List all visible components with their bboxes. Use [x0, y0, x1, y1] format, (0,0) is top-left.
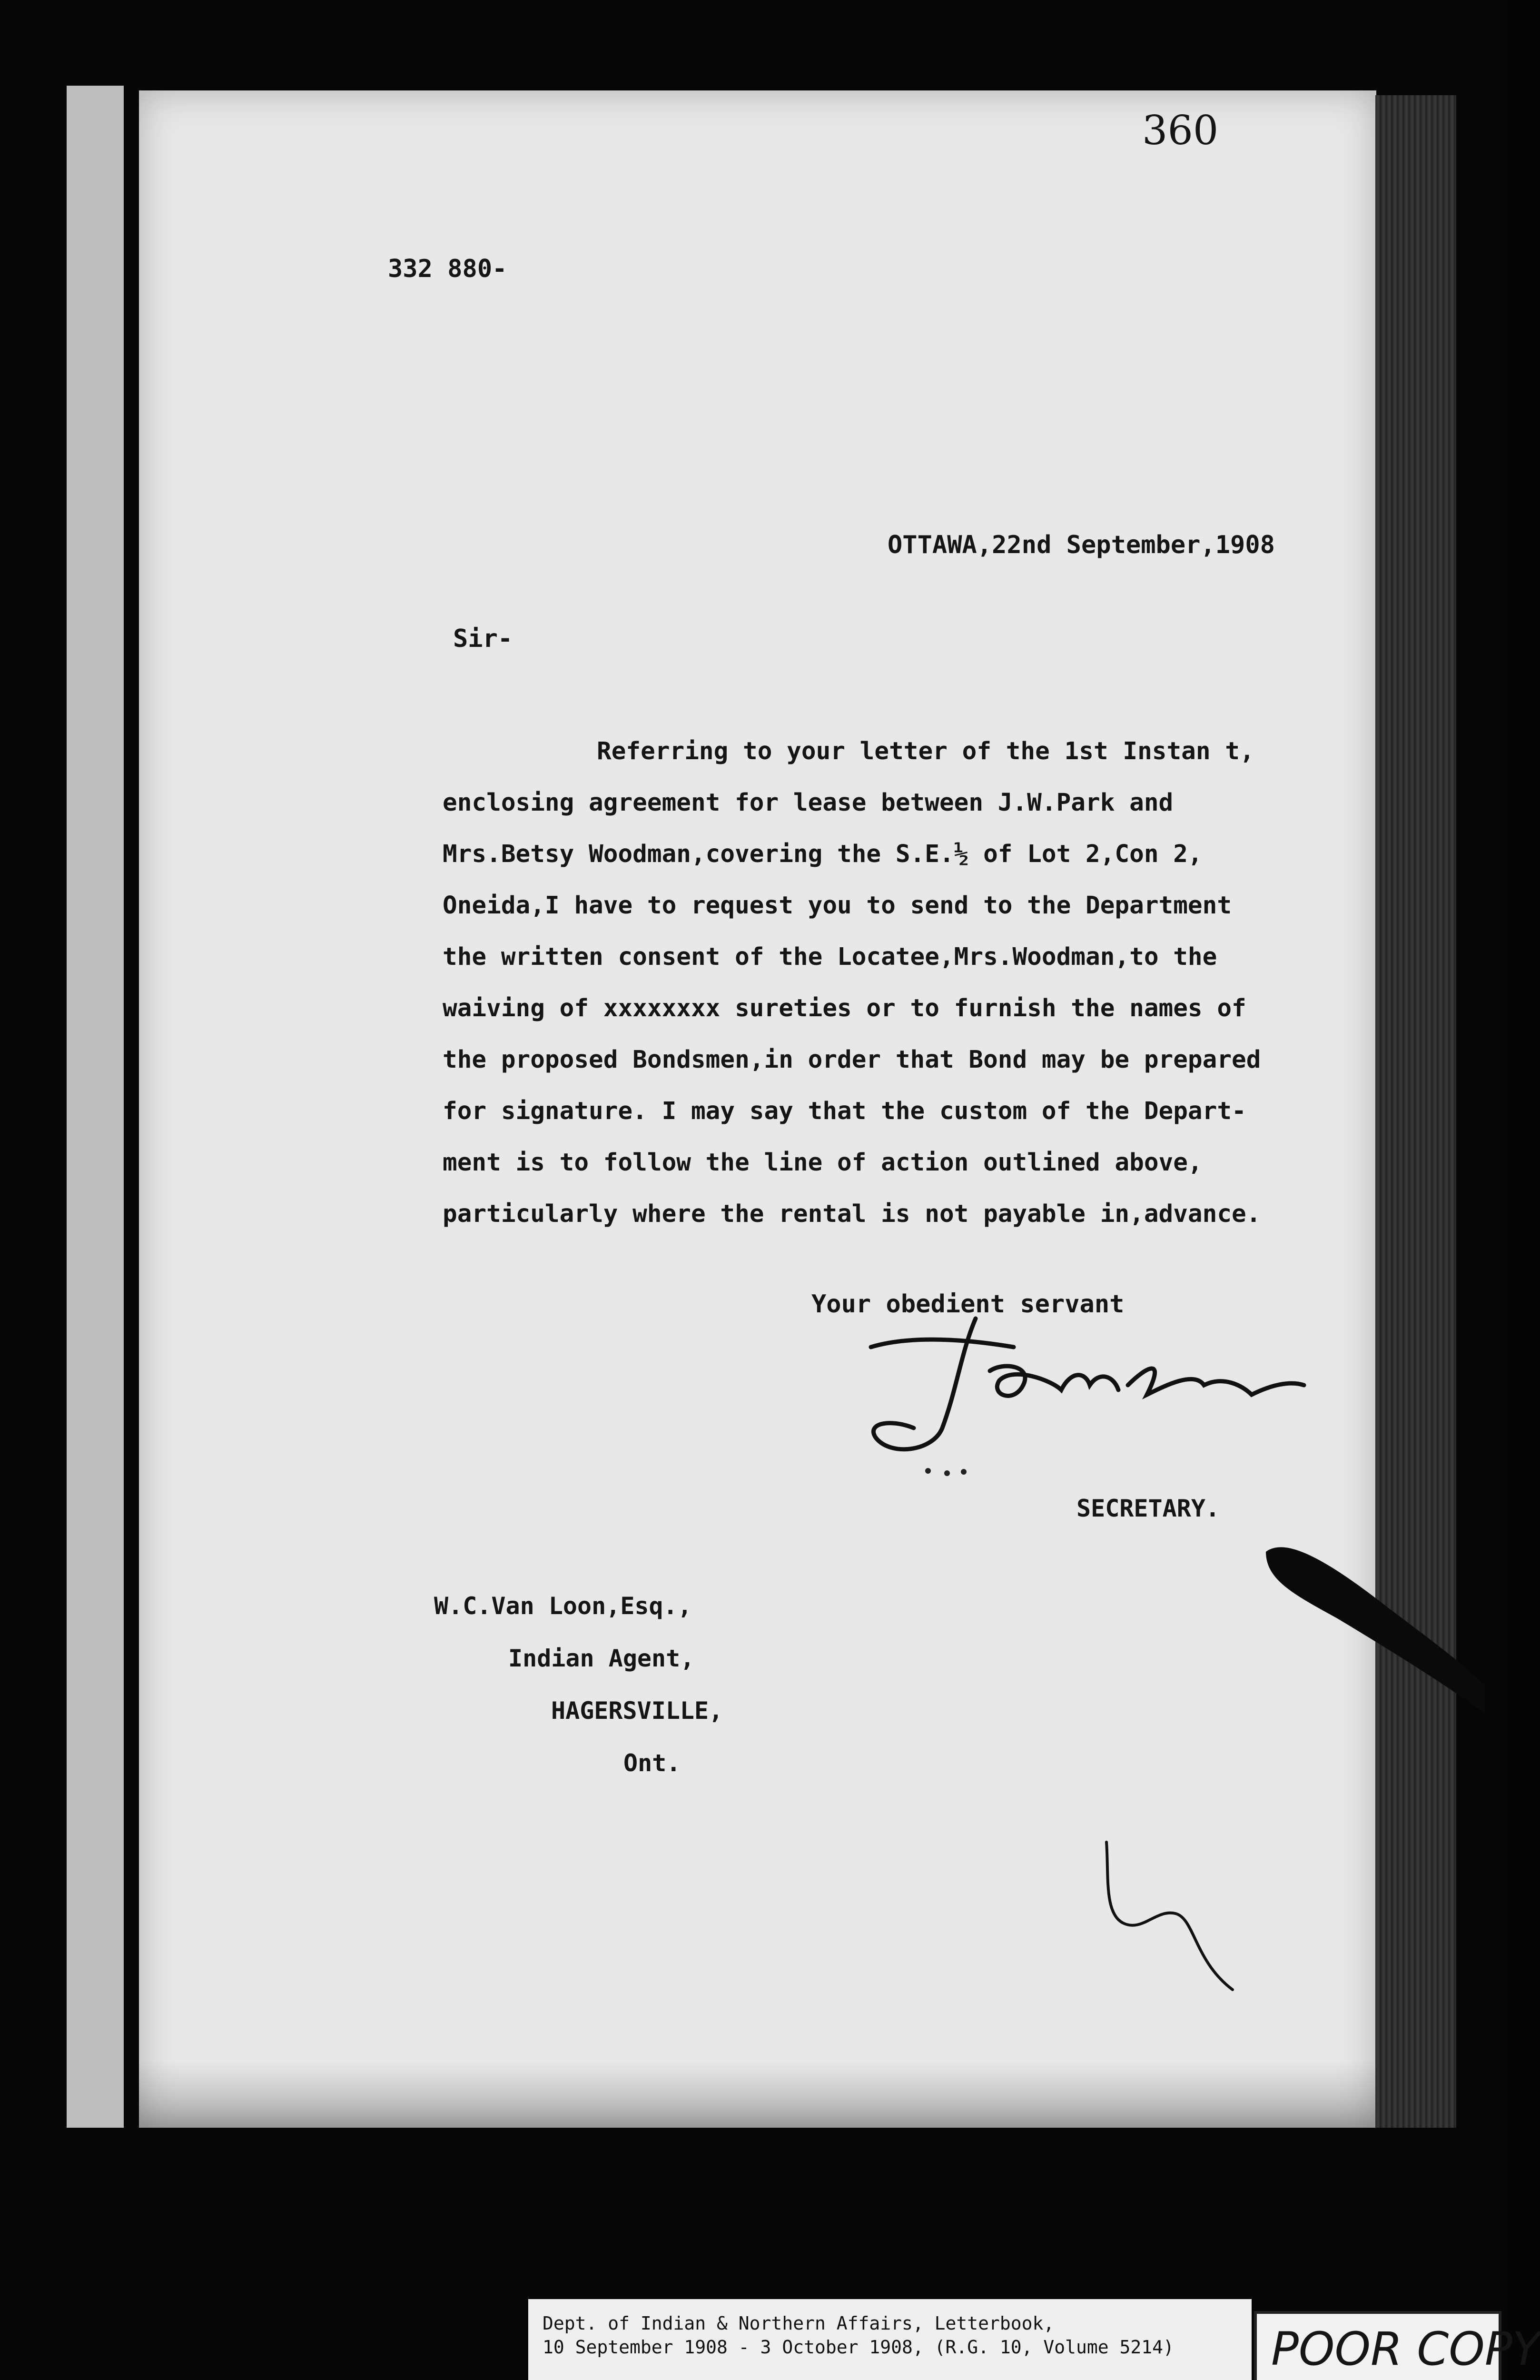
body-line: Referring to your letter of the 1st Instan t,	[597, 737, 1254, 765]
body-line: enclosing agreement for lease between J.W.Park and	[443, 789, 1174, 817]
body-line: waiving of xxxxxxxx sureties or to furnish the names of	[443, 994, 1246, 1022]
letter-body	[443, 726, 1280, 1240]
page-bottom-shadow	[139, 2061, 1376, 2128]
body-line: Mrs.Betsy Woodman,covering the S.E.½ of Lot 2,Con 2,	[443, 840, 1203, 868]
addressee-province: Ont.	[623, 1749, 681, 1777]
reference-line: Dept. of Indian & Northern Affairs, Letterbook,	[543, 2313, 1055, 2334]
letter-salutation: Sir-	[453, 625, 513, 653]
body-line: ment is to follow the line of action outlined above,	[443, 1149, 1203, 1177]
page-left-edge	[67, 86, 124, 2128]
archive-reference-label	[528, 2299, 1252, 2380]
pencil-mark	[1099, 1837, 1252, 1999]
file-number: 332 880-	[388, 255, 507, 283]
addressee-town: HAGERSVILLE,	[551, 1697, 723, 1725]
addressee-position: Indian Agent,	[508, 1645, 695, 1672]
body-line: particularly where the rental is not payable in,advance.	[443, 1200, 1261, 1228]
body-line: the proposed Bondsmen,in order that Bond may be prepared	[443, 1046, 1261, 1074]
quality-stamp	[1254, 2311, 1540, 2380]
book-page-edges	[1375, 95, 1456, 2128]
addressee-name: W.C.Van Loon,Esq.,	[434, 1592, 692, 1620]
letter-closing: Your obedient servant	[811, 1290, 1125, 1319]
page-number: 360	[1142, 107, 1219, 154]
reference-line: 10 September 1908 - 3 October 1908, (R.G. 10, Volume 5214)	[543, 2337, 1174, 2358]
body-line: Oneida,I have to request you to send to the Department	[443, 892, 1232, 920]
body-line: for signature. I may say that the custom of the Depart-	[443, 1097, 1246, 1125]
letter-dateline: OTTAWA,22nd September,1908	[888, 531, 1275, 559]
quality-stamp-text: POOR COPY	[1271, 2322, 1540, 2376]
signature-title: SECRETARY.	[1076, 1495, 1220, 1522]
handwritten-signature	[861, 1314, 1309, 1485]
body-line: the written consent of the Locatee,Mrs.Woodman,to the	[443, 943, 1217, 971]
pointer-shadow	[1266, 1542, 1485, 1714]
